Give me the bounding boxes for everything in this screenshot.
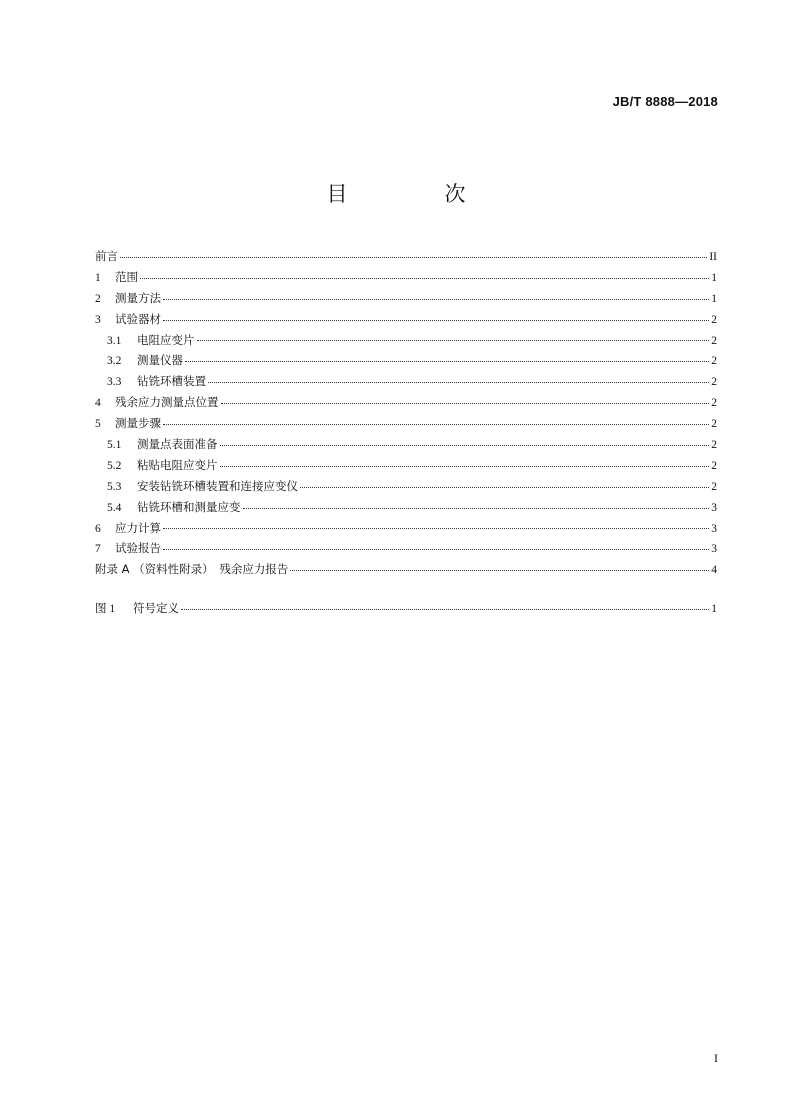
dot-leader [208,382,709,383]
toc-entry-label: 电阻应变片 [137,332,195,347]
toc-entry-3[interactable] [95,309,717,330]
toc-entry-7[interactable] [95,538,717,559]
toc-entry-label: 试验器材 [115,311,161,326]
toc-entry-label: 附录 A （资料性附录） 残余应力报告 [95,562,289,577]
toc-entry-number: 3.1 [107,334,122,347]
toc-entry-number: 6 [95,522,101,535]
toc-entry-page: 1 [711,271,717,284]
standard-code: JB/T 8888—2018 [612,94,718,109]
toc-entry-label: 应力计算 [115,520,161,535]
toc-entry-page: 1 [711,292,717,305]
dot-leader [197,340,710,341]
toc-entry-page: 2 [711,355,717,368]
toc-entry-foreword[interactable] [95,246,717,267]
toc-entry-page: 3 [711,501,717,514]
figure-entry-label: 符号定义 [133,601,179,615]
figure-entry-number: 图 1 [95,603,116,615]
dot-leader [120,257,707,258]
toc-entry-label: 残余应力测量点位置 [115,395,219,410]
toc-entry-number: 3.3 [107,376,122,389]
toc-entry-1[interactable] [95,267,717,288]
toc-entry-3-1[interactable] [95,330,717,351]
toc-title: 目 次 [326,182,504,206]
dot-leader [185,361,709,362]
toc-entry-label: 测量方法 [115,290,161,305]
toc-entry-page: 4 [711,564,717,577]
toc-entry-label: 测量步骤 [115,416,161,431]
toc-entry-label: 安装钻铣环槽装置和连接应变仪 [137,478,298,493]
toc-entry-5-3[interactable] [95,476,717,497]
toc-entry-2[interactable] [95,288,717,309]
toc-entry-number: 5 [95,418,101,431]
toc-entry-label: 前言 [95,249,118,263]
toc-entry-number: 7 [95,543,101,556]
toc-entry-page: 2 [711,397,717,410]
figure-list [95,598,717,619]
dot-leader [221,403,710,404]
toc-entry-number: 3.2 [107,355,122,368]
toc-entry-number: 1 [95,271,101,284]
toc-entry-page: 2 [711,376,717,389]
toc-entry-page: 2 [711,418,717,431]
toc-entry-number: 5.3 [107,480,122,493]
dot-leader [140,278,709,279]
toc-entry-label: 测量点表面准备 [137,437,218,452]
toc-entry-page: 3 [711,543,717,556]
toc-entry-label: 试验报告 [115,541,161,556]
toc-entry-number: 5.2 [107,459,122,472]
toc-entry-label: 粘贴电阻应变片 [137,457,218,472]
toc-entry-6[interactable] [95,518,717,539]
toc-entry-5[interactable] [95,413,717,434]
toc-entry-label: 钻铣环槽和测量应变 [137,499,241,514]
toc-entry-page: 2 [711,480,717,493]
toc-entry-label: 范围 [115,269,138,284]
dot-leader [220,466,710,467]
toc-entry-5-4[interactable] [95,497,717,518]
toc-entry-4[interactable] [95,392,717,413]
dot-leader [163,528,709,529]
page-number: I [714,1051,718,1065]
toc-entry-page: 2 [711,313,717,326]
toc-entry-5-2[interactable] [95,455,717,476]
toc-entry-number: 3 [95,313,101,326]
toc-entry-page: II [709,251,717,263]
dot-leader [290,570,709,571]
toc-entry-page: 3 [711,522,717,535]
toc-entry-number: 5.1 [107,439,122,452]
figure-entry-1[interactable] [95,598,717,619]
toc-entry-number: 4 [95,397,101,410]
toc-entry-3-2[interactable] [95,350,717,371]
toc-entry-annex-a[interactable] [95,559,717,580]
toc-entry-5-1[interactable] [95,434,717,455]
figure-entry-page: 1 [711,603,717,615]
dot-leader [243,508,710,509]
toc-entry-page: 2 [711,334,717,347]
toc-list [95,246,717,580]
toc-entry-page: 2 [711,459,717,472]
toc-entry-number: 5.4 [107,501,122,514]
dot-leader [300,487,709,488]
dot-leader [220,445,710,446]
toc-entry-page: 2 [711,439,717,452]
dot-leader [163,299,709,300]
dot-leader [163,549,709,550]
dot-leader [163,424,709,425]
toc-entry-3-3[interactable] [95,371,717,392]
toc-entry-label: 测量仪器 [137,353,183,368]
toc-entry-label: 钻铣环槽装置 [137,374,206,389]
dot-leader [163,320,709,321]
toc-entry-number: 2 [95,292,101,305]
dot-leader [181,609,709,610]
